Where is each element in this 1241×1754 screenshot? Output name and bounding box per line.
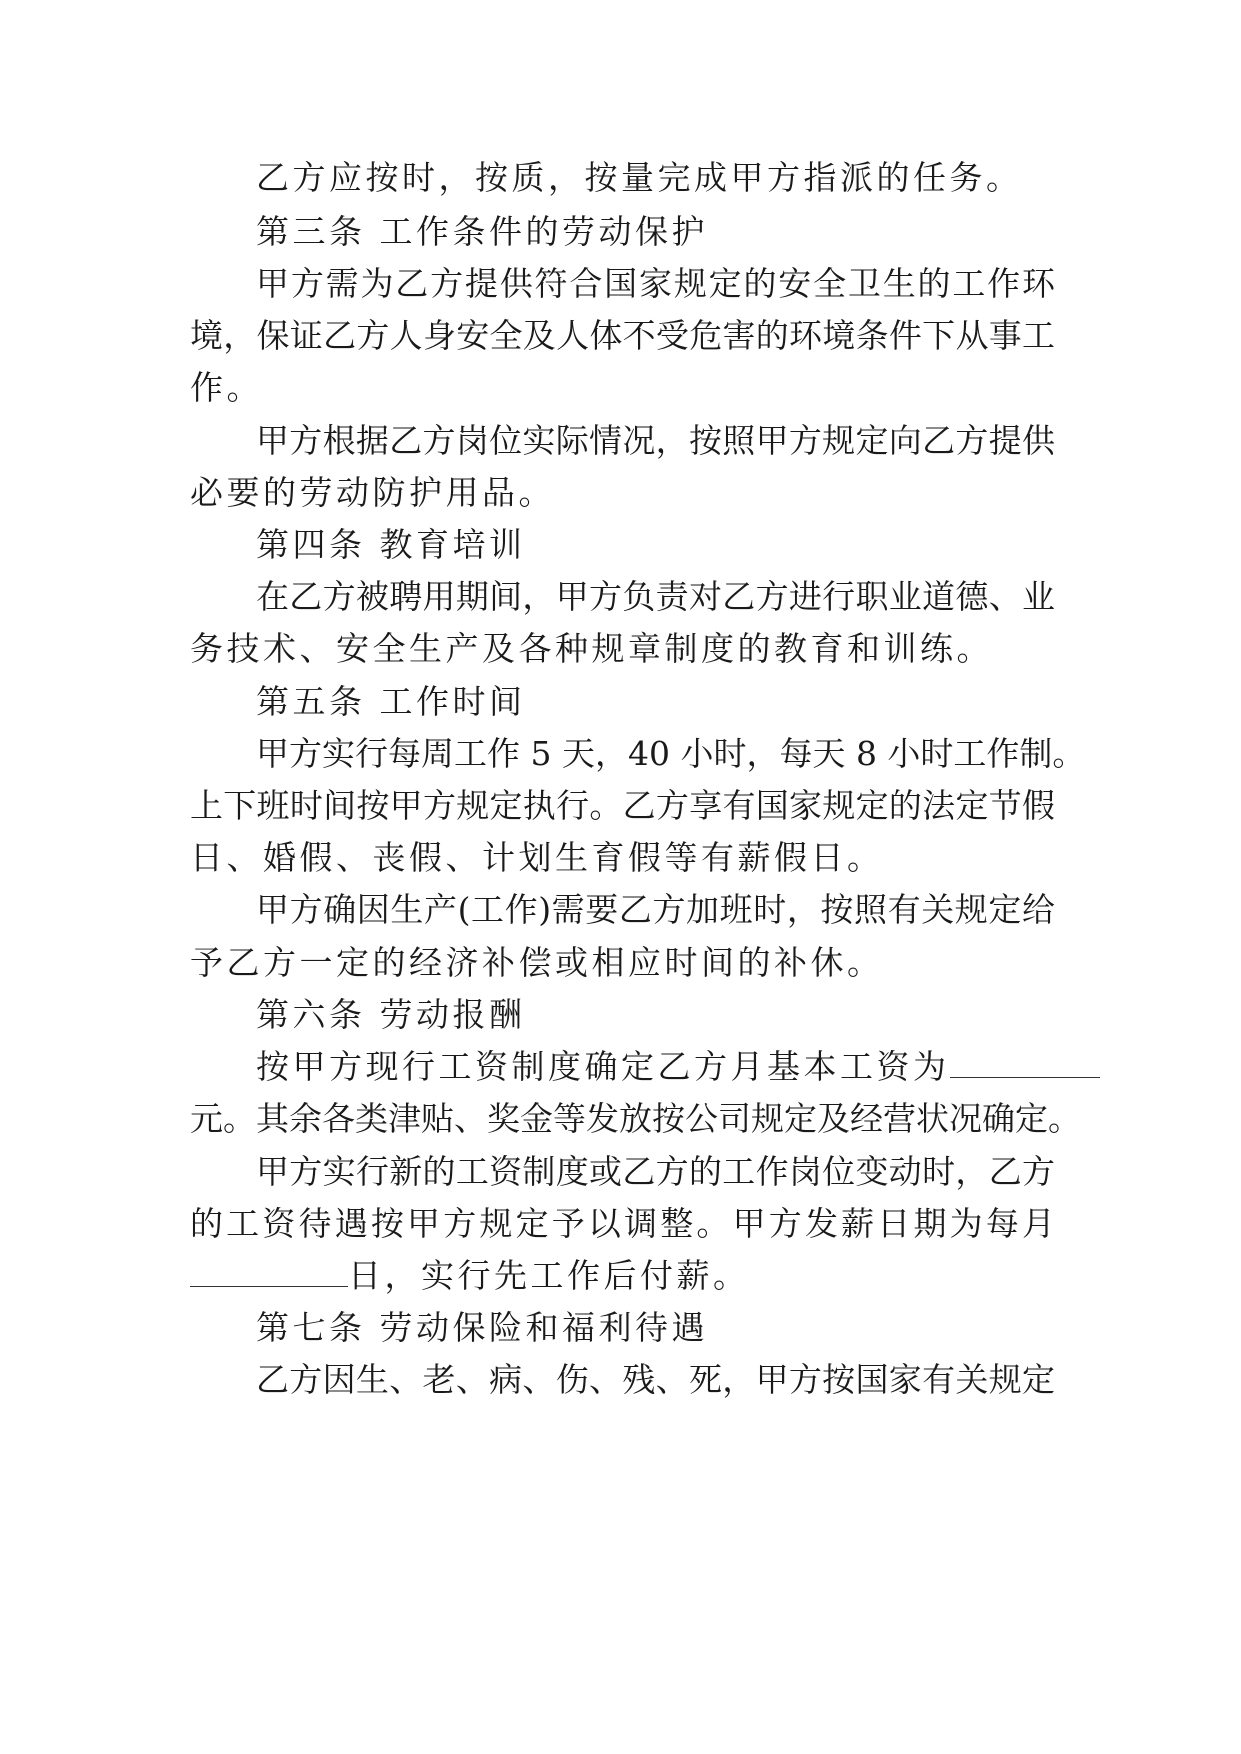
paragraph-line: 甲方确因生产(工作)需要乙方加班时，按照有关规定给 [256, 890, 1055, 929]
paragraph-line: 日、婚假、丧假、计划生育假等有薪假日。 [190, 838, 884, 877]
section-heading: 第七条 劳动保险和福利待遇 [256, 1308, 708, 1347]
paragraph-line: 上下班时间按甲方规定执行。乙方享有国家规定的法定节假 [190, 786, 1055, 825]
paragraph-line: 予乙方一定的经济补偿或相应时间的补休。 [190, 943, 884, 982]
paragraph-line: 甲方实行新的工资制度或乙方的工作岗位变动时，乙方 [256, 1152, 1055, 1191]
paragraph-line: 甲方根据乙方岗位实际情况，按照甲方规定向乙方提供 [256, 421, 1055, 460]
paragraph-line: 境，保证乙方人身安全及人体不受危害的环境条件下从事工 [190, 316, 1055, 355]
paragraph-line: 的工资待遇按甲方规定予以调整。甲方发薪日期为每月 [190, 1204, 1055, 1243]
payday-blank[interactable] [190, 1256, 348, 1287]
paragraph-line: 元。其余各类津贴、奖金等发放按公司规定及经营状况确定。 [190, 1099, 1081, 1138]
payday-line [190, 1256, 750, 1296]
paragraph-line: 乙方应按时，按质，按量完成甲方指派的任务。 [256, 158, 1023, 197]
section-heading: 第五条 工作时间 [256, 682, 526, 721]
paragraph-line: 乙方因生、老、病、伤、残、死，甲方按国家有关规定 [256, 1360, 1055, 1399]
paragraph-line: 务技术、安全生产及各种规章制度的教育和训练。 [190, 629, 993, 668]
section-heading: 第六条 劳动报酬 [256, 995, 526, 1034]
paragraph-line: 在乙方被聘用期间，甲方负责对乙方进行职业道德、业 [256, 577, 1055, 616]
salary-text: 按甲方现行工资制度确定乙方月基本工资为 [256, 1047, 950, 1086]
paragraph-line: 作。 [190, 368, 263, 407]
salary-amount-blank[interactable] [950, 1047, 1100, 1078]
paragraph-line: 必要的劳动防护用品。 [190, 473, 555, 512]
section-heading: 第三条 工作条件的劳动保护 [256, 212, 708, 251]
salary-line [256, 1047, 1100, 1087]
paragraph-line: 甲方需为乙方提供符合国家规定的安全卫生的工作环 [256, 264, 1055, 303]
payday-text: 日，实行先工作后付薪。 [348, 1256, 750, 1295]
paragraph-line: 甲方实行每周工作 5 天，40 小时，每天 8 小时工作制。 [256, 734, 1086, 773]
section-heading: 第四条 教育培训 [256, 525, 526, 564]
